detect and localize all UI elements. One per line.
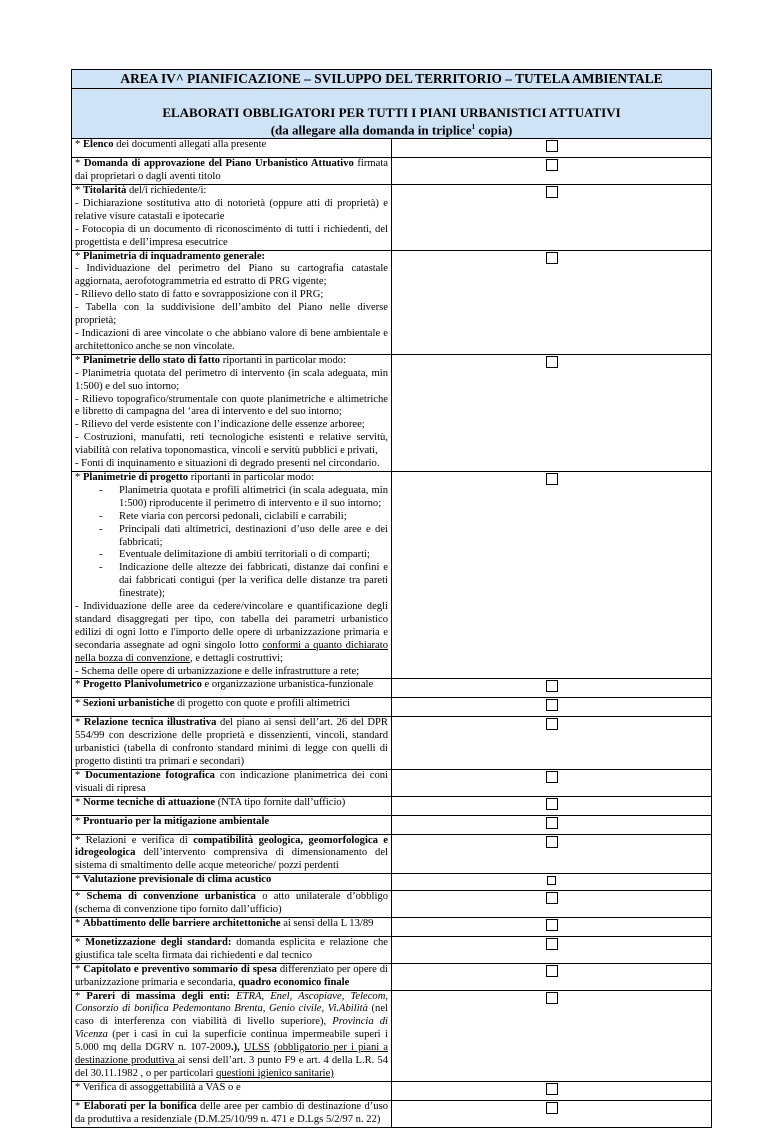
checkbox[interactable] <box>546 938 558 950</box>
item-text: * Relazioni e verifica di compatibilità geologica, geomorfologica e idrogeologica dell’intervento comprensiva di dimensionamento del sistema di smaltimento delle acque meteoriche/ pozzi perdenti <box>72 834 392 874</box>
checkbox[interactable] <box>546 892 558 904</box>
checkbox[interactable] <box>546 771 558 783</box>
item-text: * Valutazione previsionale di clima acustico <box>72 874 392 891</box>
checkbox[interactable] <box>546 140 558 152</box>
header-row <box>72 70 712 139</box>
checkbox[interactable] <box>546 473 558 485</box>
checklist-row-titolarita <box>72 185 712 251</box>
header-cell <box>72 70 712 139</box>
checklist-row-planivolumetrico <box>72 679 712 698</box>
document-checklist-table <box>71 69 712 1128</box>
checkbox[interactable] <box>546 680 558 692</box>
checklist-row-elenco <box>72 139 712 158</box>
item-text: * Documentazione fotografica con indicazione planimetrica dei coni visuali di ripresa <box>72 769 392 796</box>
checklist-row-bonifica <box>72 1100 712 1127</box>
checklist-row-progetto <box>72 471 712 679</box>
item-text: * Elenco dei documenti allegati alla presente <box>72 139 392 158</box>
checkbox[interactable] <box>546 186 558 198</box>
checklist-row-prontuario <box>72 815 712 834</box>
checklist-row-convenzione <box>72 891 712 918</box>
item-text: * Elaborati per la bonifica delle aree per cambio di destinazione d’uso da produttiva a residenziale (D.M.25/10/99 n. 471 e D.Lgs 5/2/97 n. 22) <box>72 1100 392 1127</box>
checkbox[interactable] <box>546 159 558 171</box>
item-text: * Pareri di massima degli enti: ETRA, Enel, Ascopiave, Telecom, Consorzio di bonifica Pedemontano Brenta, Genio civile, Vi.Abilità (nel caso di interferenza con viabilità di livello superiore), Provincia di Vicenza (per i casi in cui la superficie continua impermeabile superi i 5.000 mq della DGRV n. 107-2009.), ULSS (obbligatorio per i piani a destinazione produttiva ai sensi dell’art. 3 punto F9 e art. 4 della L.R. 54 del 30.11.1982 , o per particolari questioni igienico sanitarie) <box>72 990 392 1081</box>
checklist-row-domanda <box>72 158 712 185</box>
item-text: * Planimetrie dello stato di fatto riportanti in particolar modo: - Planimetria quotata del perimetro di intervento (in scala adeguata, min 1:500) e del suo intorno; - Rilievo topografico/strumentale con quote planimetriche e altimetriche e libretto di campagna del ‘area di intervento e del suo intorno; - Rilievo del verde esistente con l’indicazione delle essenze arboree; - Costruzioni, manufatti, reti tecnologiche esistenti e relative servitù, viabilità con relativa toponomastica, vincoli e servitù pubblici e privati, - Fonti di inquinamento e situazioni di degrado presenti nel circondario. <box>72 354 392 471</box>
item-text: * Prontuario per la mitigazione ambientale <box>72 815 392 834</box>
checklist-row-pareri <box>72 990 712 1081</box>
item-text: * Planimetria di inquadramento generale: - Individuazione del perimetro del Piano su cartografia catastale aggiornata, aerofotogrammetria ed estratto di PRG vigente; - Rilievo dello stato di fatto e sovrapposizione con il PRG; - Tabella con la suddivisione dell’ambito del Piano nelle diverse proprietà; - Indicazioni di aree vincolate o che abbiano valore di bene ambientale e architettonico anche se non vincolate. <box>72 250 392 354</box>
checkbox[interactable] <box>546 965 558 977</box>
item-text: * Monetizzazione degli standard: domanda esplicita e relazione che giustifica tale scelta firmata dai richiedenti e dal tecnico <box>72 936 392 963</box>
checkbox[interactable] <box>546 356 558 368</box>
item-text: * Progetto Planivolumetrico e organizzazione urbanistica-funzionale <box>72 679 392 698</box>
item-text: * Titolarità del/i richiedente/i: - Dichiarazione sostitutiva atto di notorietà (oppure atti di proprietà) e relative visure catastali e ipotecarie - Fotocopia di un documento di riconoscimento di tutti i richiedenti, del progettista e dell’impresa esecutrice <box>72 185 392 251</box>
item-text: * Sezioni urbanistiche di progetto con quote e profili altimetrici <box>72 698 392 717</box>
area-title: AREA IV^ PIANIFICAZIONE – SVILUPPO DEL TERRITORIO – TUTELA AMBIENTALE <box>72 70 711 89</box>
item-text: * Capitolato e preventivo sommario di spesa differenziato per opere di urbanizzazione primaria e secondaria, quadro economico finale <box>72 963 392 990</box>
checklist-row-geologica <box>72 834 712 874</box>
subtitle-post: copia) <box>475 122 513 138</box>
checkbox[interactable] <box>546 798 558 810</box>
section-title <box>72 89 711 138</box>
checklist-row-relazione-tecnica <box>72 717 712 770</box>
item-text: * Planimetrie di progetto riportanti in particolar modo: - Planimetria quotata e profili altimetrici (in scala adeguata, min 1:500) riproducente il perimetro di intervento e il suo intorno; - Rete viaria con percorsi pedonali, ciclabili e carrabili; - Principali dati altimetrici, destinazioni d’uso delle aree e dei fabbricati; - Eventuale delimitazione di ambiti territoriali o di comparti; - Indicazione delle altezze dei fabbricati, distanze dai confini e dai fabbricati contigui (per la verifica delle distanze tra pareti finestrate); - Individuazione delle aree da cedere/vincolare e quantificazione degli standard disaggregati per tipo, con tabella dei parametri urbanistico edilizi di ogni lotto e l'importo delle opere di urbanizzazione primaria e secondaria assegnate ad ogni singolo lotto conformi a quanto dichiarato nella bozza di convenzione, e dettagli costruttivi; - Schema delle opere di urbanizzazione e delle infrastrutture a rete; <box>72 471 392 679</box>
item-text: * Domanda di approvazione del Piano Urbanistico Attuativo firmata dai proprietari o dagli aventi titolo <box>72 158 392 185</box>
section-title-text: ELABORATI OBBLIGATORI PER TUTTI I PIANI URBANISTICI ATTUATIVI <box>162 105 621 120</box>
checklist-row-barriere <box>72 917 712 936</box>
checkbox[interactable] <box>546 836 558 848</box>
checkbox[interactable] <box>546 1102 558 1114</box>
item-text: * Norme tecniche di attuazione (NTA tipo fornite dall’ufficio) <box>72 796 392 815</box>
subtitle-pre: (da allegare alla domanda in triplice <box>270 122 472 138</box>
checkbox[interactable] <box>546 992 558 1004</box>
checklist-row-stato-di-fatto <box>72 354 712 471</box>
checklist-row-monetizzazione <box>72 936 712 963</box>
footnote-mark: 1 <box>471 123 476 131</box>
item-text: * Abbattimento delle barriere architettoniche ai sensi della L 13/89 <box>72 917 392 936</box>
checklist-sheet <box>71 69 712 1128</box>
checklist-row-fotografica <box>72 769 712 796</box>
checkbox[interactable] <box>546 252 558 264</box>
item-text: * Relazione tecnica illustrativa del piano ai sensi dell’art. 26 del DPR 554/99 con descrizione delle proprietà e dissenzienti, vincoli, standard urbanistici (tabella di confronto standard minimi di legge con quelli di progetto distinti tra primari e secondari) <box>72 717 392 770</box>
checklist-row-planimetria-inquadramento <box>72 250 712 354</box>
checkbox[interactable] <box>546 919 558 931</box>
checklist-row-clima-acustico <box>72 874 712 891</box>
checklist-row-sezioni <box>72 698 712 717</box>
checkbox[interactable] <box>546 699 558 711</box>
item-text: * Schema di convenzione urbanistica o atto unilaterale d’obbligo (schema di convenzione tipo fornito dall’ufficio) <box>72 891 392 918</box>
checkbox[interactable] <box>546 718 558 730</box>
checkbox[interactable] <box>546 817 558 829</box>
checklist-row-capitolato <box>72 963 712 990</box>
checkbox[interactable] <box>547 876 556 885</box>
checklist-row-vas <box>72 1081 712 1100</box>
item-text: * Verifica di assoggettabilità a VAS o e <box>72 1081 392 1100</box>
checklist-row-nta <box>72 796 712 815</box>
checkbox[interactable] <box>546 1083 558 1095</box>
